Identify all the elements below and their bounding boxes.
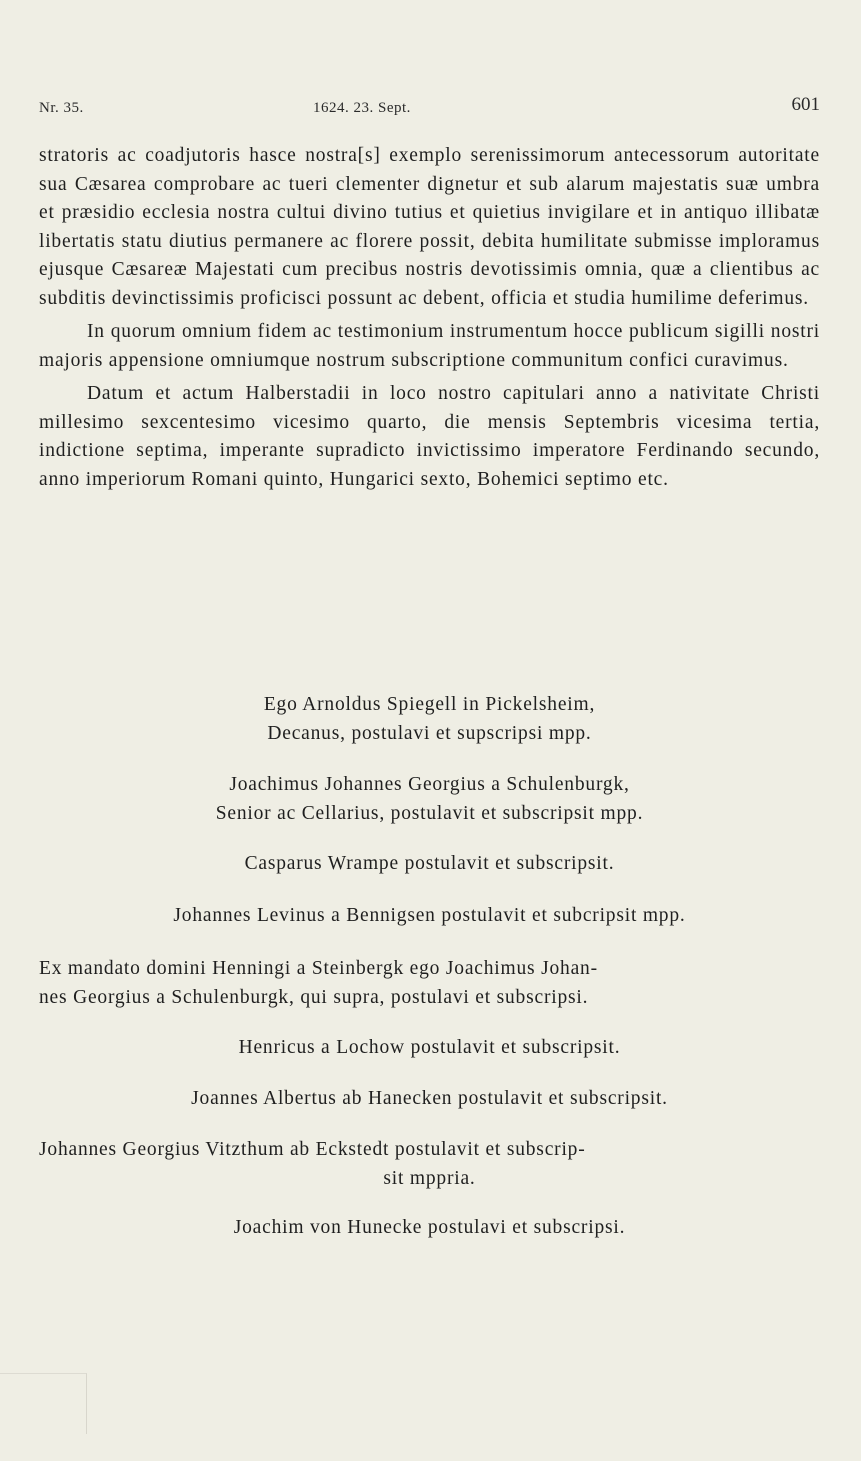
paragraph-testimony: In quorum omnium fidem ac testimonium instrumentum hocce publicum sigilli nostri majoris appensione omniumque nostrum subscriptione communitum confici curavimus. <box>39 321 820 371</box>
signature-line: Joannes Albertus ab Hanecken postulavit et subscripsit. <box>191 1088 668 1109</box>
signature-line: sit mppria. <box>383 1168 476 1189</box>
signature-steinbergk <box>39 954 820 1012</box>
signature-schulenburgk <box>39 770 820 828</box>
signature-vitzthum <box>39 1135 820 1193</box>
signature-line: Decanus, postulavi et supscripsi mpp. <box>267 723 592 744</box>
signature-line: Ex mandato domini Henningi a Steinbergk ego Joachimus Johan- <box>39 958 598 979</box>
signature-line: nes Georgius a Schulenburgk, qui supra, postulavi et subscripsi. <box>39 987 589 1008</box>
signature-line: Johannes Georgius Vitzthum ab Eckstedt postulavit et subscrip- <box>39 1139 586 1160</box>
document-date: 1624. 23. Sept. <box>313 100 411 116</box>
signature-line: Joachimus Johannes Georgius a Schulenburgk, <box>229 774 630 795</box>
signature-lochow <box>39 1033 820 1062</box>
page-header <box>39 94 820 124</box>
signature-bennigsen <box>39 901 820 930</box>
signature-wrampe <box>39 849 820 878</box>
body-text <box>39 142 820 494</box>
signature-line: Joachim von Hunecke postulavi et subscripsi. <box>233 1217 626 1238</box>
page-number: 601 <box>791 94 820 115</box>
document-number: Nr. 35. <box>39 100 84 116</box>
signature-hunecke <box>39 1213 820 1242</box>
signature-line: Henricus a Lochow postulavit et subscripsit. <box>238 1037 621 1058</box>
signature-hanecken <box>39 1084 820 1113</box>
paragraph-dating: Datum et actum Halberstadii in loco nostro capitulari anno a nativitate Christi millesimo sexcentesimo vicesimo quarto, die mensis Septembris vicesima tertia, indictione septima, imperante supradicto invictissimo imperatore Ferdinando secundo, anno imperiorum Romani quinto, Hungarici sexto, Bohemici septimo etc. <box>39 383 820 490</box>
signature-line: Senior ac Cellarius, postulavit et subscripsit mpp. <box>215 803 644 824</box>
signature-line: Ego Arnoldus Spiegell in Pickelsheim, <box>263 694 596 715</box>
signature-line: Casparus Wrampe postulavit et subscripsit. <box>244 853 615 874</box>
signature-spiegell <box>39 690 820 748</box>
paragraph-petition: stratoris ac coadjutoris hasce nostra[s] exemplo serenissimorum antecessorum autoritate sua Cæsarea comprobare ac tueri clementer dignetur et sub alarum majestatis suæ umbra et præsidio ecclesia nostra cultui divino tutius et quietius invigilare et in antiquo illibatæ libertatis statu diutius permanere ac florere possit, debita humilitate submisse imploramus ejusque Cæsareæ Majestati cum precibus nostris devotissimis omnia, quæ a clientibus ac subditis devinctissimis proficisci possunt ac debent, officia et studia humilime deferimus. <box>39 145 820 309</box>
signature-line: Johannes Levinus a Bennigsen postulavit et subcripsit mpp. <box>173 905 686 926</box>
page-margin-mark <box>0 1373 87 1434</box>
